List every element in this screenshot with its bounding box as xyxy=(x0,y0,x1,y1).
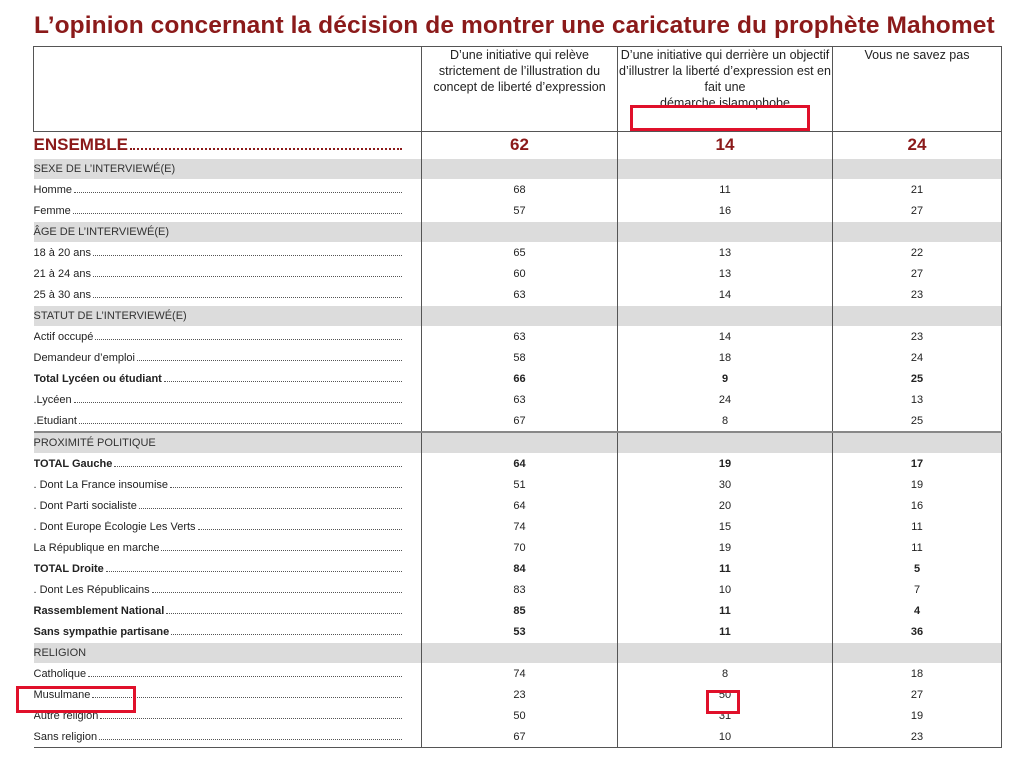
column-header-2-text: D’une initiative qui derrière un objectif d’illustrer la liberté d’expression est en fait une xyxy=(619,48,831,94)
row-label-cell xyxy=(34,495,422,516)
section-header xyxy=(34,222,1002,243)
row-label: . Dont La France insoumise xyxy=(33,478,169,491)
row-label: La République en marche xyxy=(33,541,160,554)
row-value-2: 19 xyxy=(618,537,833,558)
row-value-3: 18 xyxy=(833,663,1002,684)
section-empty-cell xyxy=(422,222,618,243)
row-label: Homme xyxy=(33,183,73,196)
row-value-1: 66 xyxy=(422,368,618,389)
row-value-3: 27 xyxy=(833,263,1002,284)
row-label-cell xyxy=(34,558,422,579)
highlight-box-musulmane xyxy=(16,686,136,713)
row-value-3: 25 xyxy=(833,368,1002,389)
row-value-3: 4 xyxy=(833,600,1002,621)
row-label-cell xyxy=(34,368,422,389)
row-value-2: 16 xyxy=(618,200,833,222)
row-label: Femme xyxy=(33,204,71,217)
row-label: TOTAL Gauche xyxy=(33,457,113,470)
row-label-cell xyxy=(34,516,422,537)
row-label-cell xyxy=(34,347,422,368)
row-value-3: 27 xyxy=(833,684,1002,705)
section-empty-cell xyxy=(422,432,618,453)
section-title: ÂGE DE L’INTERVIEWÉ(E) xyxy=(34,222,422,243)
section-empty-cell xyxy=(833,432,1002,453)
section-empty-cell xyxy=(618,643,833,664)
row-value-1: 60 xyxy=(422,263,618,284)
section-empty-cell xyxy=(833,222,1002,243)
table-row xyxy=(34,579,1002,600)
section-header xyxy=(34,159,1002,180)
row-value-3: 23 xyxy=(833,284,1002,306)
row-label: .Lycéen xyxy=(33,393,72,406)
row-label: Sans sympathie partisane xyxy=(33,625,170,638)
row-value-2: 31 xyxy=(618,705,833,726)
row-value-1: 50 xyxy=(422,705,618,726)
table-row xyxy=(34,347,1002,368)
row-value-1: 83 xyxy=(422,579,618,600)
section-header xyxy=(34,432,1002,453)
row-value-1: 74 xyxy=(422,663,618,684)
row-value-3: 19 xyxy=(833,474,1002,495)
table-row xyxy=(34,684,1002,705)
row-value-1: 65 xyxy=(422,242,618,263)
row-value-1: 63 xyxy=(422,284,618,306)
row-value-2: 8 xyxy=(618,410,833,432)
row-label: 18 à 20 ans xyxy=(33,246,91,259)
row-label: Catholique xyxy=(33,667,87,680)
section-empty-cell xyxy=(833,643,1002,664)
table-body xyxy=(34,132,1002,748)
row-value-2: 50 xyxy=(618,684,833,705)
row-value-3: 11 xyxy=(833,537,1002,558)
row-value-2: 18 xyxy=(618,347,833,368)
section-empty-cell xyxy=(618,222,833,243)
row-value-2: 10 xyxy=(618,579,833,600)
row-label-cell xyxy=(34,474,422,495)
table-row xyxy=(34,558,1002,579)
section-empty-cell xyxy=(833,306,1002,327)
row-value-3: 36 xyxy=(833,621,1002,643)
ensemble-value-1: 62 xyxy=(422,132,618,159)
row-label: . Dont Europe Écologie Les Verts xyxy=(33,520,196,533)
row-value-3: 24 xyxy=(833,347,1002,368)
row-label-cell xyxy=(34,726,422,748)
section-header xyxy=(34,643,1002,664)
row-value-3: 22 xyxy=(833,242,1002,263)
ensemble-label-cell xyxy=(34,132,422,159)
row-value-1: 64 xyxy=(422,453,618,474)
row-label: . Dont Les Républicains xyxy=(33,583,150,596)
table-row xyxy=(34,663,1002,684)
row-label: Demandeur d’emploi xyxy=(33,351,135,364)
ensemble-value-2: 14 xyxy=(618,132,833,159)
row-value-2: 13 xyxy=(618,242,833,263)
row-value-2: 8 xyxy=(618,663,833,684)
table-row xyxy=(34,726,1002,748)
row-label: Sans religion xyxy=(33,730,98,743)
row-value-2: 24 xyxy=(618,389,833,410)
row-value-2: 11 xyxy=(618,621,833,643)
row-value-1: 58 xyxy=(422,347,618,368)
table-row xyxy=(34,389,1002,410)
row-value-2: 19 xyxy=(618,453,833,474)
highlight-box-header xyxy=(630,105,810,131)
row-label: . Dont Parti socialiste xyxy=(33,499,137,512)
table-row xyxy=(34,284,1002,306)
row-value-2: 14 xyxy=(618,326,833,347)
table-row xyxy=(34,200,1002,222)
row-value-3: 13 xyxy=(833,389,1002,410)
row-value-3: 21 xyxy=(833,179,1002,200)
row-label: 25 à 30 ans xyxy=(33,288,91,301)
row-value-2: 11 xyxy=(618,179,833,200)
row-value-1: 23 xyxy=(422,684,618,705)
section-empty-cell xyxy=(618,159,833,180)
section-header xyxy=(34,306,1002,327)
row-value-3: 17 xyxy=(833,453,1002,474)
table-row xyxy=(34,516,1002,537)
row-label-cell xyxy=(34,621,422,643)
row-value-2: 20 xyxy=(618,495,833,516)
row-label-cell xyxy=(34,389,422,410)
row-value-1: 64 xyxy=(422,495,618,516)
row-label: 21 à 24 ans xyxy=(33,267,91,280)
row-label-cell xyxy=(34,263,422,284)
row-value-3: 16 xyxy=(833,495,1002,516)
row-value-3: 23 xyxy=(833,726,1002,748)
row-value-2: 13 xyxy=(618,263,833,284)
row-label: Musulmane xyxy=(33,688,91,701)
section-title: PROXIMITÉ POLITIQUE xyxy=(34,432,422,453)
row-value-2: 30 xyxy=(618,474,833,495)
row-label-cell xyxy=(34,537,422,558)
table-row xyxy=(34,600,1002,621)
section-empty-cell xyxy=(833,159,1002,180)
table-row xyxy=(34,453,1002,474)
row-label-cell xyxy=(34,200,422,222)
row-label: Total Lycéen ou étudiant xyxy=(33,372,162,385)
section-empty-cell xyxy=(422,159,618,180)
ensemble-label: ENSEMBLE xyxy=(33,135,128,154)
row-value-1: 53 xyxy=(422,621,618,643)
page-title: L’opinion concernant la décision de montrer une caricature du prophète Mahomet xyxy=(34,12,995,39)
table-row xyxy=(34,621,1002,643)
column-header-3: Vous ne savez pas xyxy=(833,47,1002,132)
row-value-1: 68 xyxy=(422,179,618,200)
row-value-2: 11 xyxy=(618,558,833,579)
table-row xyxy=(34,495,1002,516)
row-value-2: 14 xyxy=(618,284,833,306)
row-value-1: 57 xyxy=(422,200,618,222)
row-value-3: 23 xyxy=(833,326,1002,347)
row-value-2: 9 xyxy=(618,368,833,389)
table-row xyxy=(34,474,1002,495)
row-value-1: 67 xyxy=(422,410,618,432)
table-row xyxy=(34,410,1002,432)
row-value-1: 74 xyxy=(422,516,618,537)
section-empty-cell xyxy=(618,432,833,453)
header-blank xyxy=(34,47,422,132)
row-value-1: 70 xyxy=(422,537,618,558)
row-label-cell xyxy=(34,179,422,200)
row-label: Actif occupé xyxy=(33,330,94,343)
row-value-3: 11 xyxy=(833,516,1002,537)
row-label-cell xyxy=(34,410,422,432)
highlight-box-value-50 xyxy=(706,690,740,714)
section-empty-cell xyxy=(618,306,833,327)
row-label-cell xyxy=(34,600,422,621)
section-empty-cell xyxy=(422,643,618,664)
row-value-2: 15 xyxy=(618,516,833,537)
row-label: .Etudiant xyxy=(33,414,77,427)
row-value-3: 27 xyxy=(833,200,1002,222)
row-value-1: 85 xyxy=(422,600,618,621)
table-row xyxy=(34,537,1002,558)
ensemble-value-3: 24 xyxy=(833,132,1002,159)
ensemble-row xyxy=(34,132,1002,159)
row-label-cell xyxy=(34,453,422,474)
table-row xyxy=(34,368,1002,389)
row-value-1: 63 xyxy=(422,389,618,410)
row-label: TOTAL Droite xyxy=(33,562,104,575)
row-value-2: 11 xyxy=(618,600,833,621)
row-value-3: 25 xyxy=(833,410,1002,432)
results-table xyxy=(33,46,1002,748)
table-row xyxy=(34,179,1002,200)
row-label-cell xyxy=(34,284,422,306)
row-value-3: 5 xyxy=(833,558,1002,579)
table-row xyxy=(34,263,1002,284)
row-label-cell xyxy=(34,242,422,263)
row-value-3: 7 xyxy=(833,579,1002,600)
row-label-cell xyxy=(34,663,422,684)
row-value-2: 10 xyxy=(618,726,833,748)
row-value-1: 67 xyxy=(422,726,618,748)
table-row xyxy=(34,705,1002,726)
row-label: Autre religion xyxy=(33,709,99,722)
table-row xyxy=(34,326,1002,347)
row-value-1: 84 xyxy=(422,558,618,579)
column-header-1: D’une initiative qui relève strictement de l’illustration du concept de liberté d’expression xyxy=(422,47,618,132)
row-value-3: 19 xyxy=(833,705,1002,726)
section-empty-cell xyxy=(422,306,618,327)
section-title: RELIGION xyxy=(34,643,422,664)
section-title: SEXE DE L’INTERVIEWÉ(E) xyxy=(34,159,422,180)
row-label: Rassemblement National xyxy=(33,604,165,617)
row-value-1: 51 xyxy=(422,474,618,495)
row-label-cell xyxy=(34,326,422,347)
column-header-2-highlight: démarche islamophobe xyxy=(660,96,790,110)
table-row xyxy=(34,242,1002,263)
row-value-1: 63 xyxy=(422,326,618,347)
row-label-cell xyxy=(34,579,422,600)
section-title: STATUT DE L’INTERVIEWÉ(E) xyxy=(34,306,422,327)
